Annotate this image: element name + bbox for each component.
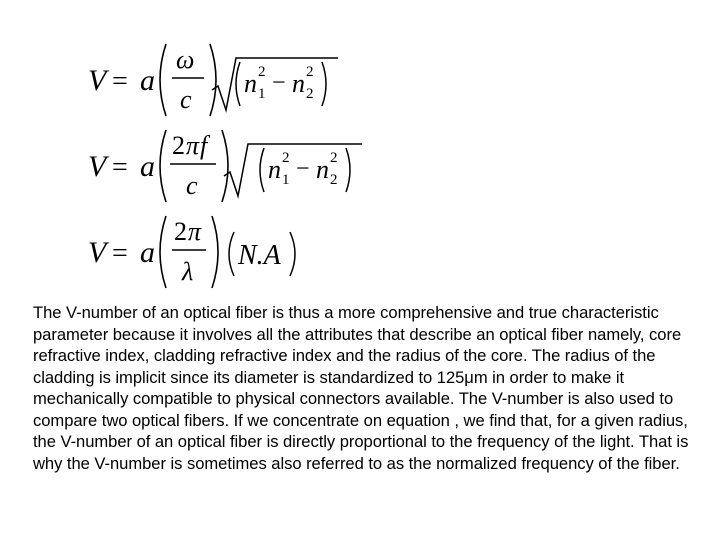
equation-3-graphic (88, 210, 388, 294)
eq2-n1-sub: 1 (282, 172, 290, 188)
equation-v-number-frequency (88, 124, 388, 208)
eq2-n1: n (268, 155, 281, 184)
eq1-n1: n (244, 69, 257, 98)
eq2-n2-sup: 2 (330, 150, 338, 166)
eq3-na-left-paren (229, 232, 234, 276)
eq1-n2: n (292, 69, 305, 98)
eq1-inner-left-paren (236, 62, 240, 106)
eq3-equals: = (112, 238, 128, 269)
eq3-numerator-pi: π (188, 217, 202, 246)
eq2-n1-sup: 2 (282, 150, 290, 166)
eq1-left-paren (160, 44, 166, 116)
eq2-denominator: c (186, 171, 198, 200)
eq2-minus: − (296, 156, 310, 182)
eq2-n2-sub: 2 (330, 172, 338, 188)
eq3-denominator: λ (182, 257, 194, 286)
eq1-lhs: V (88, 64, 107, 97)
eq3-left-paren (160, 216, 166, 288)
eq1-n2-sup: 2 (306, 64, 314, 80)
eq2-inner-right-paren (346, 148, 350, 192)
equation-v-number-na (88, 210, 388, 294)
eq3-na: N.A (238, 240, 281, 271)
eq2-lhs: V (88, 150, 107, 183)
eq3-numerator-coef: 2 (174, 217, 187, 246)
eq2-equals: = (112, 152, 128, 183)
eq2-numerator-coef: 2 (172, 131, 185, 160)
eq3-na-right-paren (290, 232, 295, 276)
eq2-inner-left-paren (260, 148, 264, 192)
eq2-sqrt-sign (224, 144, 362, 196)
eq1-equals: = (112, 66, 128, 97)
eq2-left-paren (160, 130, 166, 202)
v-number-explanation-paragraph: The V-number of an optical fiber is thus a more comprehensive and true characteristic parameter because it involves all the attributes that describe an optical fiber namely, core refractive index, cladding refractive index and the radius of the core. The radius of the cladding is implicit since its diameter is standardized to 125μm in order to make it mechanically compatible to physical connectors available. The V-number is also used to compare two optical fibers. If we concentrate on equation , we find that, for a given radius, the V-number of an optical fiber is directly proportional to the frequency of the light. That is why the V-number is sometimes also referred to as the normalized frequency of the fiber. (33, 303, 689, 473)
equation-1-graphic (88, 38, 388, 122)
eq2-right-paren (222, 130, 228, 202)
eq1-n2-sub: 2 (306, 86, 314, 102)
eq1-minus: − (272, 70, 286, 96)
eq2-n2: n (316, 155, 329, 184)
equation-v-number-omega (88, 38, 388, 122)
eq1-n1-sub: 1 (258, 86, 266, 102)
eq1-coef: a (140, 64, 155, 97)
eq2-coef: a (140, 150, 155, 183)
eq2-numerator-f: f (200, 131, 208, 160)
eq1-right-paren (210, 44, 216, 116)
eq1-denominator: c (180, 85, 192, 114)
eq3-coef: a (140, 236, 155, 269)
eq3-lhs: V (88, 236, 107, 269)
eq1-inner-right-paren (322, 62, 326, 106)
eq2-numerator-pi: π (186, 131, 200, 160)
eq1-n1-sup: 2 (258, 64, 266, 80)
equation-2-graphic (88, 124, 388, 208)
eq3-right-paren (212, 216, 218, 288)
eq1-numerator: ω (176, 45, 195, 74)
